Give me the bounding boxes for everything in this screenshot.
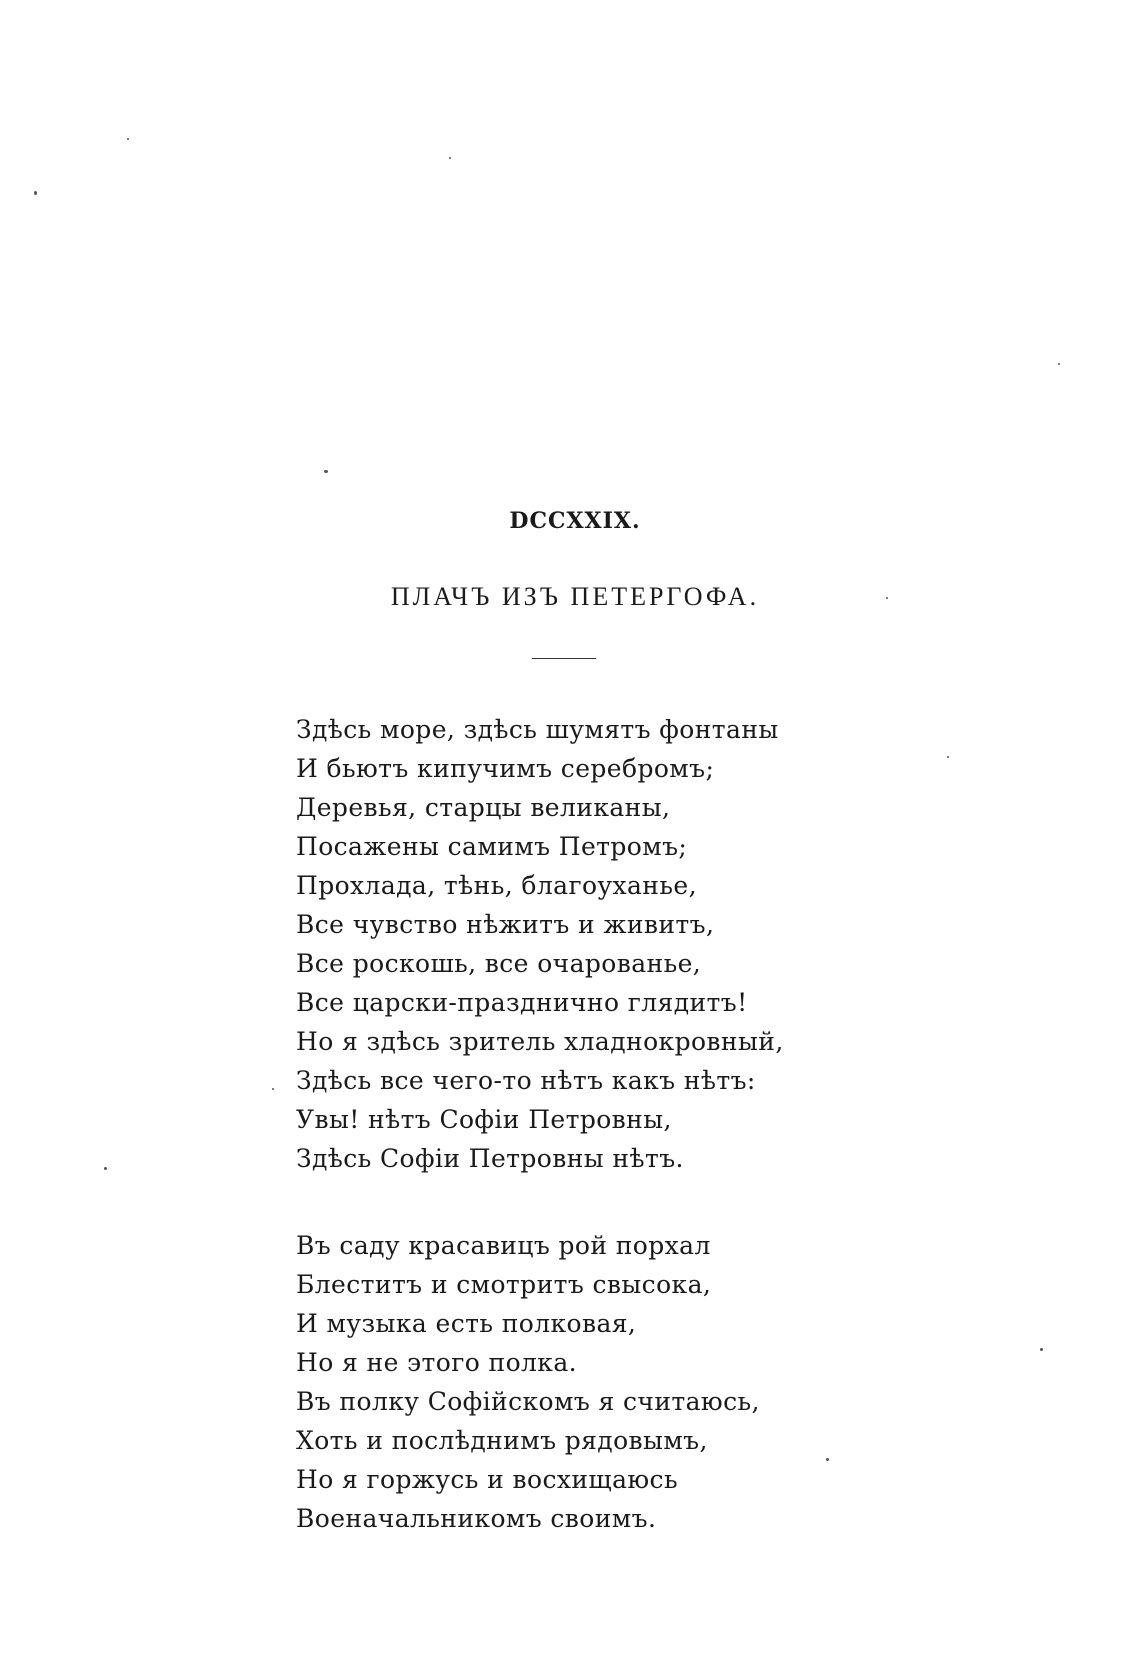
poem-title: ПЛАЧЪ ИЗЪ ПЕТЕРГОФА. — [390, 582, 760, 611]
verse-line: Деревья, старцы великаны, — [296, 793, 671, 822]
verse-line: Прохлада, тѣнь, благоуханье, — [296, 871, 697, 900]
verse-line: Здѣсь Софіи Петровны нѣтъ. — [296, 1144, 684, 1173]
verse-line: И бьютъ кипучимъ серебромъ; — [296, 754, 715, 783]
scan-speck — [947, 756, 949, 758]
scan-speck — [826, 1458, 829, 1461]
verse-line: Блеститъ и смотритъ свысока, — [296, 1270, 712, 1299]
verse-line: Хоть и послѣднимъ рядовымъ, — [296, 1426, 708, 1455]
verse-line: Но я не этого полка. — [296, 1348, 577, 1377]
poem-number: DCCXXIX. — [509, 508, 641, 534]
scan-speck — [127, 138, 129, 140]
verse-line: И музыка есть полковая, — [296, 1309, 637, 1338]
verse-line: Но я здѣсь зритель хладнокровный, — [296, 1027, 784, 1056]
scan-speck — [34, 191, 37, 195]
verse-line: Здѣсь море, здѣсь шумятъ фонтаны — [296, 715, 779, 744]
verse-line: Военачальникомъ своимъ. — [296, 1504, 657, 1533]
scan-speck — [1040, 1348, 1043, 1351]
scan-speck — [449, 157, 451, 159]
verse-line: Въ саду красавицъ рой порхал — [296, 1231, 711, 1260]
verse-line: Но я горжусь и восхищаюсь — [296, 1465, 678, 1494]
verse-line: Въ полку Софійскомъ я считаюсь, — [296, 1387, 760, 1416]
scan-speck — [1058, 363, 1060, 365]
verse-line: Посажены самимъ Петромъ; — [296, 832, 688, 861]
verse-line: Все царски-празднично глядитъ! — [296, 988, 748, 1017]
stanza-2 — [296, 1226, 760, 1538]
verse-line: Все роскошь, все очарованье, — [296, 949, 702, 978]
scan-speck — [104, 1167, 107, 1170]
scan-speck — [324, 470, 328, 473]
scan-speck — [886, 597, 888, 599]
stanza-1 — [296, 710, 784, 1178]
title-divider — [532, 658, 596, 659]
verse-line: Здѣсь все чего-то нѣтъ какъ нѣтъ: — [296, 1066, 756, 1095]
verse-line: Увы! нѣтъ Софіи Петровны, — [296, 1105, 672, 1134]
scan-speck — [272, 1088, 274, 1090]
verse-line: Все чувство нѣжитъ и живитъ, — [296, 910, 715, 939]
